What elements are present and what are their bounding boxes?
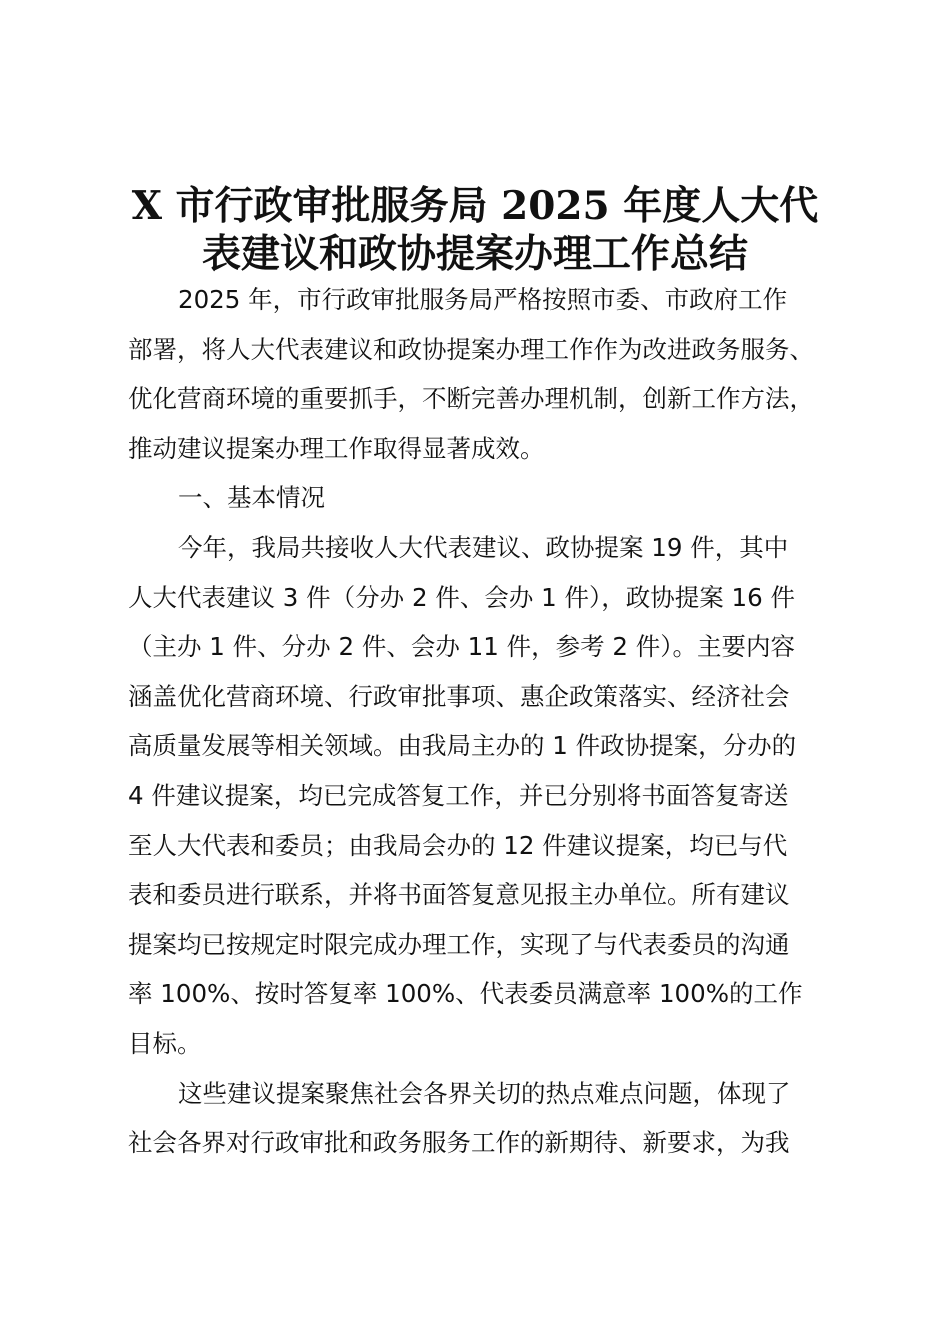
body-line: 2025 年，市行政审批服务局严格按照市委、市政府工作 <box>178 285 788 314</box>
body-line: （主办 1 件、分办 2 件、会办 11 件，参考 2 件）。主要内容 <box>128 632 795 662</box>
body-line: 这些建议提案聚焦社会各界关切的热点难点问题，体现了 <box>178 1078 791 1108</box>
body-line: 高质量发展等相关领域。由我局主办的 1 件政协提案，分办的 <box>128 731 797 761</box>
body-line: 率 100%、按时答复率 100%、代表委员满意率 100%的工作 <box>128 979 803 1009</box>
body-line: 表和委员进行联系，并将书面答复意见报主办单位。所有建议 <box>128 880 790 910</box>
body-line: 人大代表建议 3 件（分办 2 件、会办 1 件），政协提案 16 件 <box>128 582 795 612</box>
body-line: 部署，将人大代表建议和政协提案办理工作作为改进政务服务、 <box>128 334 814 364</box>
body-line: 4 件建议提案，均已完成答复工作，并已分别将书面答复寄送 <box>128 780 789 810</box>
document-body <box>128 275 858 1168</box>
body-line: 今年，我局共接收人大代表建议、政协提案 19 件，其中 <box>178 532 789 562</box>
body-line: 推动建议提案办理工作取得显著成效。 <box>128 433 545 463</box>
body-line: 社会各界对行政审批和政务服务工作的新期待、新要求，为我 <box>128 1128 790 1158</box>
body-line: 目标。 <box>128 1028 202 1058</box>
document-title-line-1: X 市行政审批服务局 2025 年度人大代 <box>131 183 819 229</box>
document-title-line-2: 表建议和政协提案办理工作总结 <box>201 231 748 277</box>
body-line: 提案均已按规定时限完成办理工作，实现了与代表委员的沟通 <box>128 929 790 959</box>
body-line: 至人大代表和委员；由我局会办的 12 件建议提案，均已与代 <box>128 830 788 860</box>
body-line: 涵盖优化营商环境、行政审批事项、惠企政策落实、经济社会 <box>128 681 790 711</box>
section-heading: 一、基本情况 <box>178 483 325 513</box>
body-line: 优化营商环境的重要抓手，不断完善办理机制，创新工作方法， <box>128 384 814 414</box>
